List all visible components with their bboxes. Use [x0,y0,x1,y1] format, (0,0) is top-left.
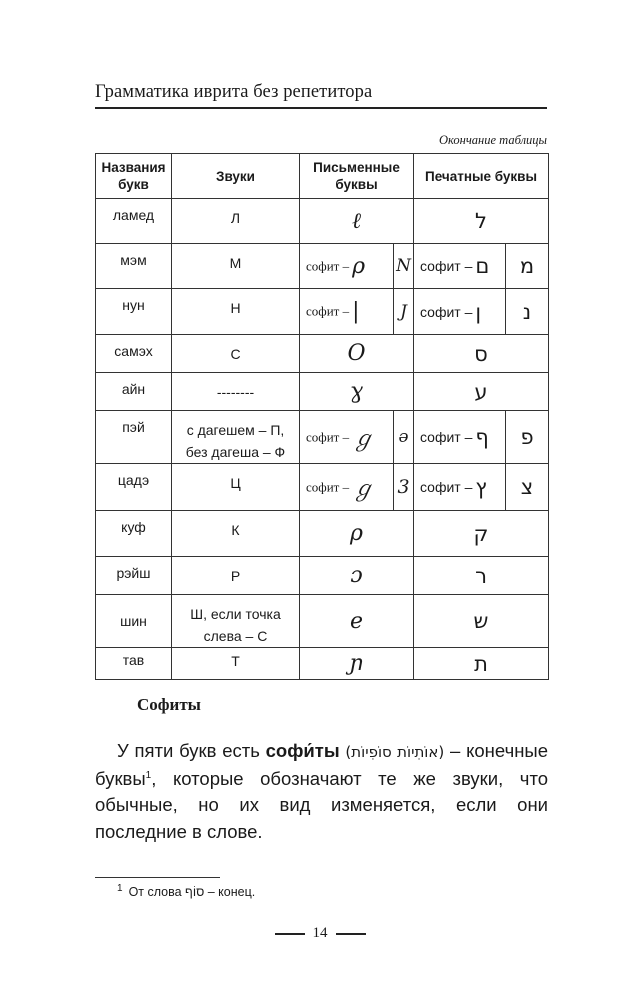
sofit-label: софит – [306,479,350,494]
written-letter: ɔ [350,563,363,588]
written-glyph [394,464,414,511]
table-row [96,411,549,464]
sofit-label: софит – [420,429,473,445]
table-row [96,557,549,595]
letter-sound: Ц [172,464,300,511]
printed-sofit-letter: ץ [475,475,487,499]
printed-glyph [414,199,549,244]
printed-letter: מ [519,254,535,278]
table-header-row [96,154,549,199]
folio-dash-right [336,933,366,935]
printed-glyph [506,289,549,335]
letter-sound: Л [172,199,300,244]
sofit-label: софит – [420,479,473,495]
letter-sound: -------- [172,373,300,411]
written-letter: ә [398,427,409,447]
table-row [96,464,549,511]
printed-glyph [414,511,549,557]
printed-sofit-letter: ף [475,425,489,449]
header-rule [95,107,547,109]
printed-sofit-cell [414,411,506,464]
printed-sofit-cell [414,464,506,511]
sound-line: с дагешем – П, [186,422,285,438]
written-glyph [300,648,414,680]
printed-sofit-cell [414,244,506,289]
footnote-ref: 1 [145,769,152,781]
hebrew-term: (אוֹתִיוֹת סוֹפִיוֹת) [345,743,445,761]
printed-glyph [506,244,549,289]
footnote-text: От слова סוֹף – конец. [128,885,256,899]
sound-line: Ш, если точка [190,606,281,622]
written-letter: J [400,301,407,322]
printed-glyph [506,411,549,464]
letter-name: пэй [96,411,172,464]
written-letter: 3 [397,476,410,498]
letter-name: самэх [96,335,172,373]
running-head: Грамматика иврита без репетитора [95,82,373,102]
written-glyph [300,595,414,648]
sofit-label: софит – [306,429,350,444]
header-written: Письменные буквы [300,154,414,199]
printed-sofit-cell [414,289,506,335]
header-sounds: Звуки [172,154,300,199]
header-names: Названия букв [96,154,172,199]
table-row [96,199,549,244]
printed-glyph [414,373,549,411]
written-sofit-letter: ℊ [352,476,375,502]
printed-letter: ש [473,609,489,633]
written-letter: ɣ [349,379,364,404]
written-glyph [394,244,414,289]
sofit-label: софит – [420,258,473,274]
printed-sofit-letter: ם [475,254,490,278]
written-letter: e [349,608,364,634]
letter-sound: Т [172,648,300,680]
written-sofit-letter: ρ [352,253,366,279]
sound-line: слева – С [203,628,268,644]
table-row [96,244,549,289]
printed-glyph [414,557,549,595]
printed-letter: ל [475,209,487,233]
printed-glyph [414,648,549,680]
letter-name: мэм [96,244,172,289]
letter-name: куф [96,511,172,557]
footnote-rule [95,877,220,878]
written-glyph [300,335,414,373]
letter-name: цадэ [96,464,172,511]
printed-letter: ר [475,563,487,588]
printed-letter: פ [520,425,534,449]
printed-sofit-letter: ן [475,299,482,324]
printed-letter: צ [520,475,534,499]
printed-letter: ס [474,341,488,366]
printed-letter: ת [474,651,488,676]
written-glyph [300,373,414,411]
sofit-label: софит – [306,303,350,319]
paragraph-text: , которые обозначают те же звуки, что обычные, но их вид изменяется, если они последние в слове. [95,767,548,842]
letter-sound [172,411,300,464]
written-letter: ɲ [349,651,364,676]
written-letter: ℓ [351,209,362,234]
body-paragraph [95,738,548,845]
letter-name: нун [96,289,172,335]
table-row [96,289,549,335]
letter-sound: М [172,244,300,289]
page-number-value: 14 [312,925,328,941]
letter-sound: К [172,511,300,557]
written-glyph [300,557,414,595]
written-sofit-cell [300,244,394,289]
written-glyph [300,199,414,244]
letter-name: айн [96,373,172,411]
written-letter: N [396,256,411,276]
printed-glyph [414,595,549,648]
footnote-mark: 1 [117,882,123,894]
letter-name: шин [96,595,172,648]
written-glyph [394,411,414,464]
letters-table [95,153,549,680]
table-row [96,648,549,680]
letter-name: тав [96,648,172,680]
table-row [96,595,549,648]
table-row [96,335,549,373]
letter-sound [172,595,300,648]
table-caption: Окончание таблицы [438,133,547,147]
written-glyph [394,289,414,335]
printed-letter: ק [473,521,489,546]
written-sofit-letter: | [352,299,360,324]
section-title: Софиты [137,695,201,714]
written-sofit-letter: ℊ [352,426,375,452]
written-sofit-cell [300,464,394,511]
table-row [96,511,549,557]
letter-name: рэйш [96,557,172,595]
paragraph-text: – конечные буквы [95,740,549,789]
term-bold: софи́ты [265,740,340,761]
letter-name: ламед [96,199,172,244]
written-letter: O [347,341,366,366]
table-row [96,373,549,411]
sound-line: без дагеша – Ф [185,444,286,460]
sofit-label: софит – [420,303,473,320]
letter-sound: Р [172,557,300,595]
header-printed: Печатные буквы [414,154,549,199]
printed-letter: ע [474,379,488,404]
letter-sound: С [172,335,300,373]
footnote [117,882,256,899]
folio-dash-left [275,933,305,935]
written-sofit-cell [300,411,394,464]
written-letter: ρ [350,521,363,546]
paragraph-text: У пяти букв есть [117,740,266,761]
page-number [255,925,385,942]
sofit-label: софит – [306,258,350,273]
printed-letter: נ [522,299,532,324]
written-glyph [300,511,414,557]
printed-glyph [506,464,549,511]
printed-glyph [414,335,549,373]
written-sofit-cell [300,289,394,335]
letter-sound: Н [172,289,300,335]
